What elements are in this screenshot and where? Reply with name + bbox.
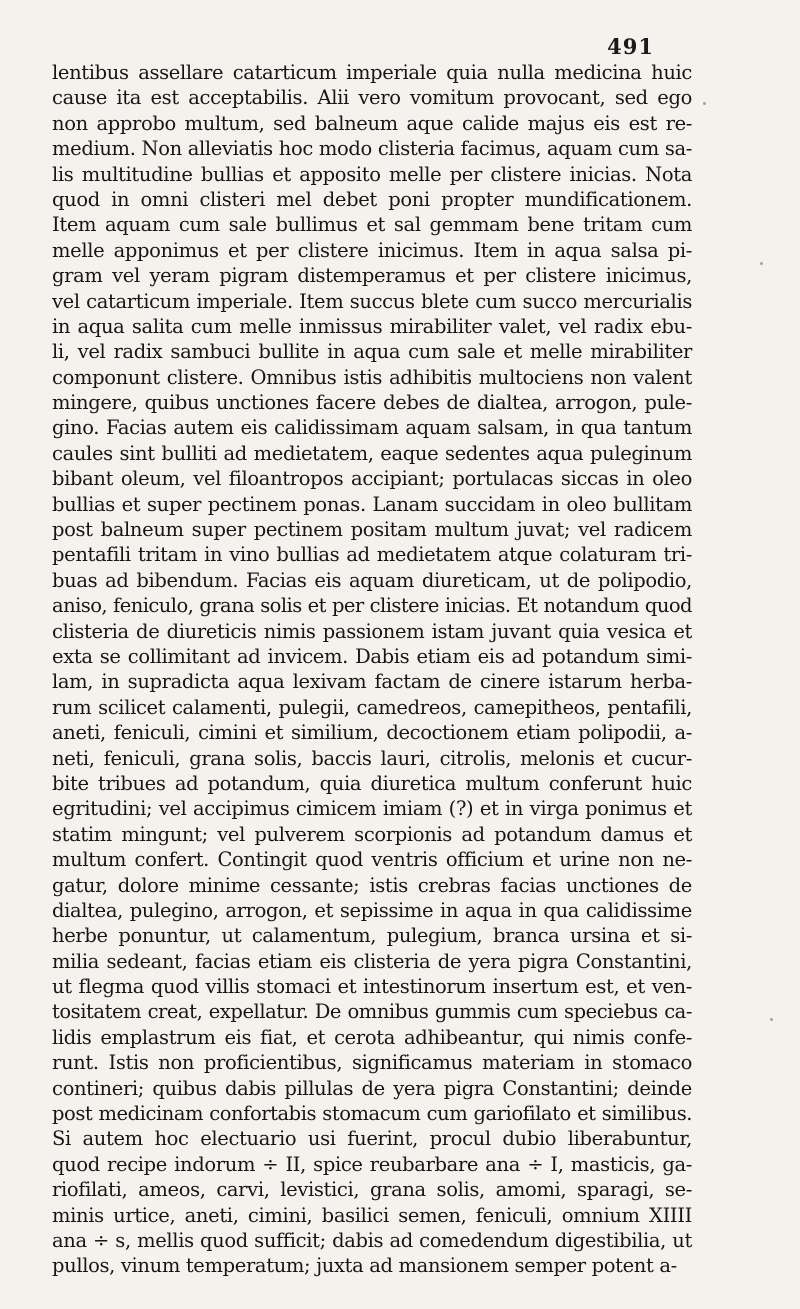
text-line: aneti, feniculi, cimini et similium, decoctionem etiam polipodii, a- bbox=[52, 721, 692, 745]
text-line: mingere, quibus unctiones facere debes de dialtea, arrogon, pule- bbox=[52, 391, 692, 415]
page-number: 491 bbox=[607, 34, 654, 59]
paper-speck bbox=[760, 262, 763, 265]
text-line: non approbo multum, sed balneum aque calide majus eis est re- bbox=[52, 111, 692, 135]
text-line: cause ita est acceptabilis. Alii vero vomitum provocant, sed ego bbox=[52, 86, 692, 110]
text-line: ana ÷ s, mellis quod sufficit; dabis ad comedendum digestibilia, ut bbox=[52, 1228, 692, 1252]
text-line: lidis emplastrum eis fiat, et cerota adhibeantur, qui nimis confe- bbox=[52, 1025, 692, 1049]
text-line: pullos, vinum temperatum; juxta ad mansionem semper potent a- bbox=[52, 1254, 677, 1278]
text-line: rum scilicet calamenti, pulegii, camedreos, camepitheos, pentafili, bbox=[52, 695, 692, 719]
text-line: vel catarticum imperiale. Item succus blete cum succo mercurialis bbox=[52, 289, 692, 313]
text-line: bite tribues ad potandum, quia diuretica multum conferunt huic bbox=[52, 771, 692, 795]
text-line: ut flegma quod villis stomaci et intestinorum insertum est, et ven- bbox=[52, 975, 692, 999]
text-line: medium. Non alleviatis hoc modo clisteria facimus, aquam cum sa- bbox=[52, 137, 692, 161]
text-line: Si autem hoc electuario usi fuerint, procul dubio liberabuntur, bbox=[52, 1127, 692, 1151]
paper-speck bbox=[770, 1018, 773, 1021]
text-line: egritudini; vel accipimus cimicem imiam (?) et in virga ponimus et bbox=[52, 797, 692, 821]
text-line: dialtea, pulegino, arrogon, et sepissime in aqua in qua calidissime bbox=[52, 898, 692, 922]
text-line: neti, feniculi, grana solis, baccis lauri, citrolis, melonis et cucur- bbox=[52, 746, 692, 770]
text-line: gino. Facias autem eis calidissimam aquam salsam, in qua tantum bbox=[52, 416, 692, 440]
text-line: gatur, dolore minime cessante; istis crebras facias unctiones de bbox=[52, 873, 692, 897]
text-line: Item aquam cum sale bullimus et sal gemmam bene tritam cum bbox=[52, 213, 692, 237]
text-line: post medicinam confortabis stomacum cum gariofilato et similibus. bbox=[52, 1102, 692, 1126]
text-line: milia sedeant, facias etiam eis clisteria de yera pigra Constantini, bbox=[52, 949, 692, 973]
text-line: buas ad bibendum. Facias eis aquam diureticam, ut de polipodio, bbox=[52, 568, 692, 592]
text-line: componunt clistere. Omnibus istis adhibitis multociens non valent bbox=[52, 365, 692, 389]
text-line: bibant oleum, vel filoantropos accipiant; portulacas siccas in oleo bbox=[52, 467, 692, 491]
text-line: gram vel yeram pigram distemperamus et per clistere inicimus, bbox=[52, 264, 692, 288]
text-line: riofilati, ameos, carvi, levistici, grana solis, amomi, sparagi, se- bbox=[52, 1178, 692, 1202]
text-line: lam, in supradicta aqua lexivam factam de cinere istarum herba- bbox=[52, 670, 692, 694]
text-line: aniso, feniculo, grana solis et per clistere inicias. Et notandum quod bbox=[52, 594, 692, 618]
text-line: clisteria de diureticis nimis passionem istam juvant quia vesica et bbox=[52, 619, 692, 643]
text-line: exta se collimitant ad invicem. Dabis etiam eis ad potandum simi- bbox=[52, 644, 692, 668]
text-line: pentafili tritam in vino bullias ad medietatem atque colaturam tri- bbox=[52, 543, 692, 567]
text-line: post balneum super pectinem positam multum juvat; vel radicem bbox=[52, 518, 692, 542]
body-text bbox=[52, 60, 692, 1279]
paper-speck bbox=[703, 102, 706, 105]
text-line: melle apponimus et per clistere inicimus. Item in aqua salsa pi- bbox=[52, 238, 692, 262]
text-line: lentibus assellare catarticum imperiale quia nulla medicina huic bbox=[52, 61, 692, 84]
text-line: quod in omni clisteri mel debet poni propter mundificationem. bbox=[52, 187, 692, 211]
text-line: multum confert. Contingit quod ventris officium et urine non ne- bbox=[52, 848, 692, 872]
text-line: statim mingunt; vel pulverem scorpionis ad potandum damus et bbox=[52, 822, 692, 846]
text-line: li, vel radix sambuci bullite in aqua cum sale et melle mirabiliter bbox=[52, 340, 692, 364]
text-line: in aqua salita cum melle inmissus mirabiliter valet, vel radix ebu- bbox=[52, 314, 692, 338]
text-line: lis multitudine bullias et apposito melle per clistere inicias. Nota bbox=[52, 162, 692, 186]
text-line: contineri; quibus dabis pillulas de yera pigra Constantini; deinde bbox=[52, 1076, 692, 1100]
text-line: caules sint bulliti ad medietatem, eaque sedentes aqua puleginum bbox=[52, 441, 692, 465]
text-line: runt. Istis non proficientibus, significamus materiam in stomaco bbox=[52, 1051, 692, 1075]
text-line: bullias et super pectinem ponas. Lanam succidam in oleo bullitam bbox=[52, 492, 692, 516]
text-line: tositatem creat, expellatur. De omnibus gummis cum speciebus ca- bbox=[52, 1000, 692, 1024]
text-line: minis urtice, aneti, cimini, basilici semen, feniculi, omnium XIIII bbox=[52, 1203, 692, 1227]
text-line: quod recipe indorum ÷ II, spice reubarbare ana ÷ I, masticis, ga- bbox=[52, 1152, 692, 1176]
text-line: herbe ponuntur, ut calamentum, pulegium, branca ursina et si- bbox=[52, 924, 692, 948]
